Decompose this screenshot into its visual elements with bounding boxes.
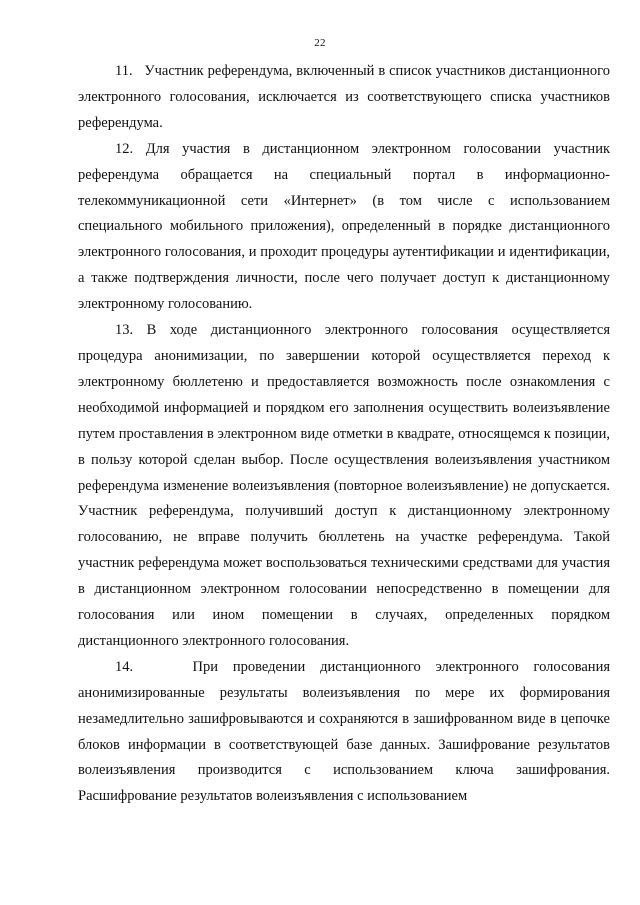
document-body — [78, 59, 610, 810]
paragraph-13: 13. В ходе дистанционного электронного голосования осуществляется процедура анонимизации, по завершении которой осуществляется переход к электронному бюллетеню и предоставляется возможность после ознакомления с необходимой информацией и порядком его заполнения осуществить волеизъявление путем проставления в электронном виде отметки в квадрате, относящемся к позиции, в пользу которой сделан выбор. После осуществления волеизъявления участником референдума изменение волеизъявления (повторное волеизъявление) не допускается. Участник референдума, получивший доступ к дистанционному электронному голосованию, не вправе получить бюллетень на участке референдума. Такой участник референдума может воспользоваться техническими средствами для участия в дистанционном электронном голосовании непосредственно в помещении для голосования или ином помещении в случаях, определенных порядком дистанционного электронного голосования. — [78, 322, 610, 649]
paragraph-12: 12. Для участия в дистанционном электронном голосовании участник референдума обращается на специальный портал в информационно-телекоммуникационной сети «Интернет» (в том числе с использованием специального мобильного приложения), определенный в порядке дистанционного электронного голосования, и проходит процедуры аутентификации и идентификации, а также подтверждения личности, после чего получает доступ к дистанционному электронному голосованию. — [78, 140, 610, 313]
paragraph-11: 11. Участник референдума, включенный в список участников дистанционного электронного голосования, исключается из соответствующего списка участников референдума. — [78, 63, 610, 131]
page-number: 22 — [314, 37, 326, 49]
paragraph-14: 14. При проведении дистанционного электронного голосования анонимизированные результаты волеизъявления по мере их формирования незамедлительно зашифровываются и сохраняются в зашифрованном виде в цепочке блоков информации в соответствующей базе данных. Зашифрование результатов волеизъявления производится с использованием ключа зашифрования. Расшифрование результатов волеизъявления с использованием — [78, 658, 610, 805]
